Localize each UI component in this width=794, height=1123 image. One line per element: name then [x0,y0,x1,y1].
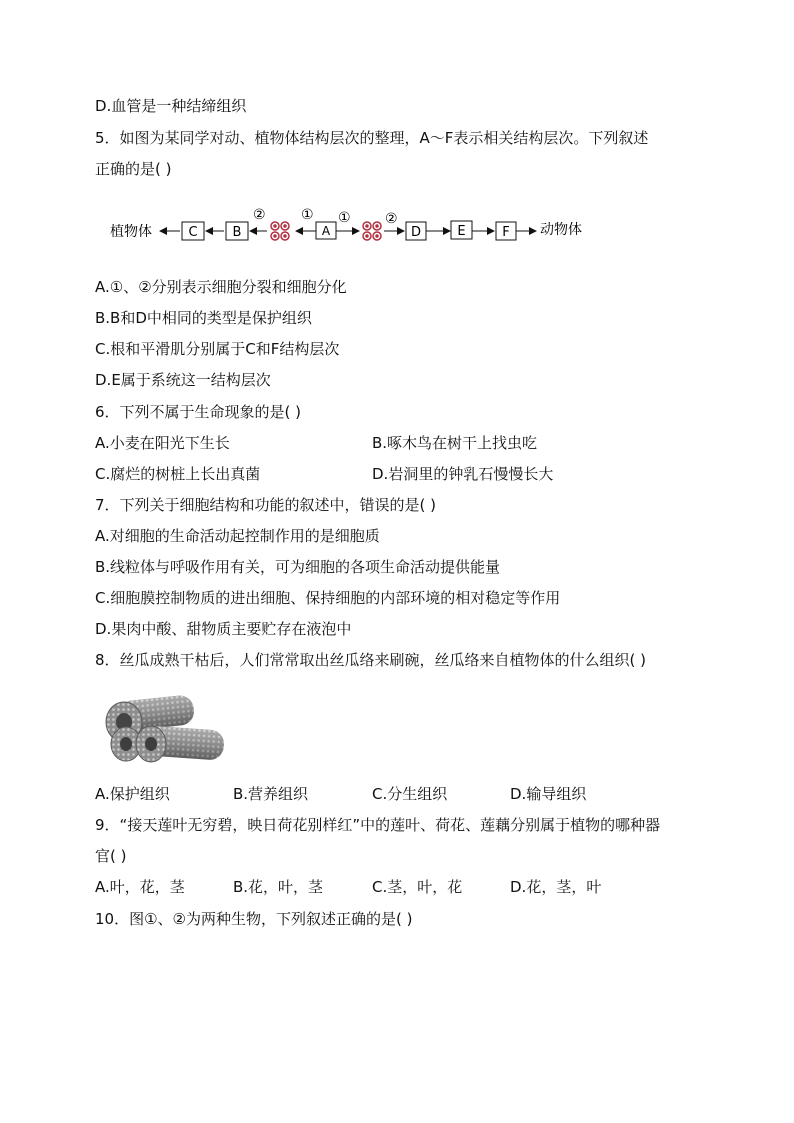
cell-cluster-right [363,222,381,240]
svg-text:E: E [457,224,466,239]
svg-text:B: B [232,225,242,240]
box-d [406,222,426,240]
q9-stem-line2: 官( ) [95,847,127,865]
q8-option-d: D.输导组织 [510,785,587,803]
box-c [182,222,204,240]
q8-option-c: C.分生组织 [372,785,448,803]
q8-option-a: A.保护组织 [95,785,170,803]
loofah-sponge-image [96,692,228,768]
mark-1-left: ① [301,207,314,223]
box-b [226,222,248,240]
box-f [496,222,516,240]
cell-cluster-left [271,222,289,240]
q9-option-d: D.花，茎，叶 [510,878,602,896]
svg-text:C: C [188,225,198,240]
q6-option-b: B.啄木鸟在树干上找虫吃 [372,434,538,452]
mark-1-right: ① [338,210,351,226]
q7-option-d: D.果肉中酸、甜物质主要贮存在液泡中 [95,620,352,638]
structure-levels-diagram [108,203,598,247]
q9-stem-line1: 9．“接天莲叶无穷碧，映日荷花别样红”中的莲叶、荷花、莲藕分别属于植物的哪种器 [95,816,661,834]
plant-body-label: 植物体 [110,224,152,240]
q9-option-b: B.花，叶，茎 [233,878,324,896]
q6-stem: 6．下列不属于生命现象的是( ) [95,403,302,421]
box-e [451,221,472,239]
q6-option-a: A.小麦在阳光下生长 [95,434,230,452]
q7-stem: 7．下列关于细胞结构和功能的叙述中，错误的是( ) [95,496,437,514]
q7-option-a: A.对细胞的生命活动起控制作用的是细胞质 [95,527,380,545]
svg-text:F: F [502,225,510,240]
q5-option-b: B.B和D中相同的类型是保护组织 [95,309,312,327]
q5-stem-line2: 正确的是( ) [95,160,172,178]
q4-option-d: D.血管是一种结缔组织 [95,97,247,115]
q8-option-b: B.营养组织 [233,785,309,803]
svg-text:A: A [321,224,331,238]
q7-option-c: C.细胞膜控制物质的进出细胞、保持细胞的内部环境的相对稳定等作用 [95,589,561,607]
q5-option-d: D.E属于系统这一结构层次 [95,371,271,389]
animal-body-label: 动物体 [540,222,582,238]
q9-option-a: A.叶，花，茎 [95,878,185,896]
q10-stem: 10．图①、②为两种生物，下列叙述正确的是( ) [95,910,413,928]
svg-text:D: D [410,225,422,240]
q8-stem: 8．丝瓜成熟干枯后，人们常常取出丝瓜络来刷碗，丝瓜络来自植物体的什么组织( ) [95,651,647,669]
q5-option-c: C.根和平滑肌分别属于C和F结构层次 [95,340,340,358]
q6-option-d: D.岩洞里的钟乳石慢慢长大 [372,465,554,483]
q9-option-c: C.茎，叶，花 [372,878,463,896]
q5-stem-line1: 5．如图为某同学对动、植物体结构层次的整理，A～F表示相关结构层次。下列叙述 [95,129,649,147]
mark-2-left: ② [253,207,266,223]
box-a [316,222,336,239]
q6-option-c: C.腐烂的树桩上长出真菌 [95,465,261,483]
q5-option-a: A.①、②分别表示细胞分裂和细胞分化 [95,278,347,296]
mark-2-right: ② [385,211,398,227]
q7-option-b: B.线粒体与呼吸作用有关，可为细胞的各项生命活动提供能量 [95,558,501,576]
